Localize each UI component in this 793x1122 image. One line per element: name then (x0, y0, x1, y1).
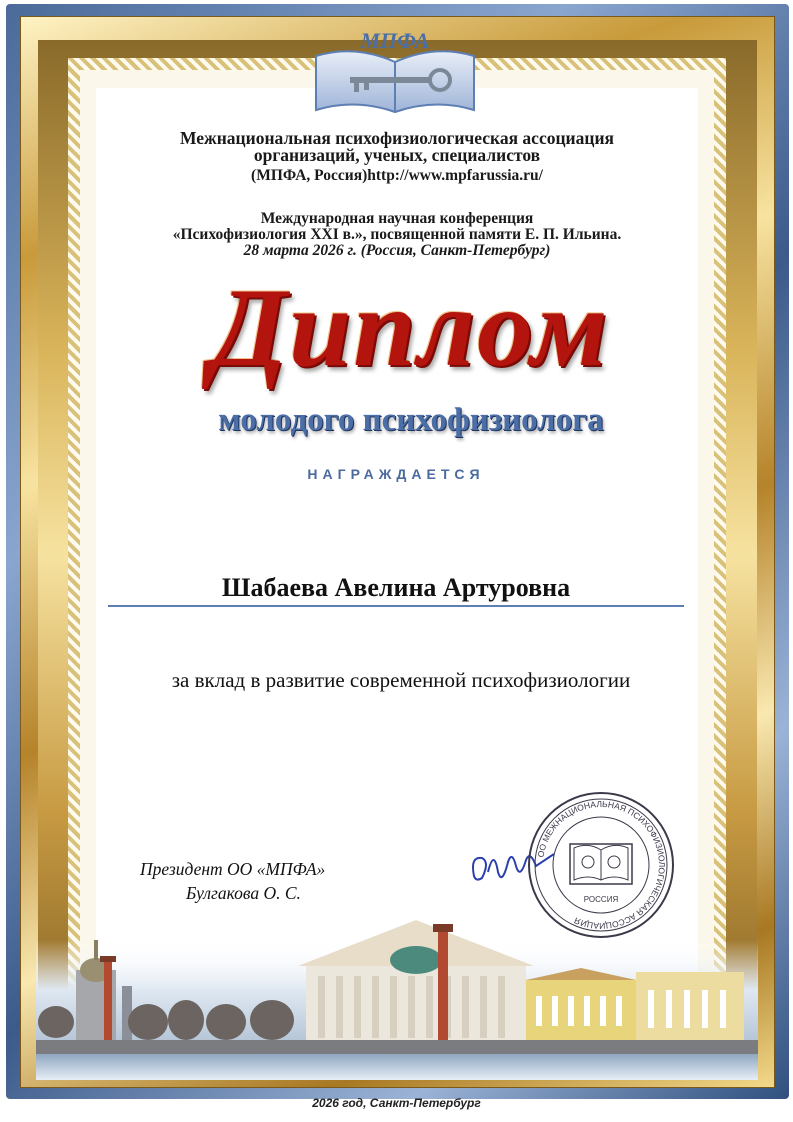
conference-line2: «Психофизиология XXI в.», посвященной памяти Е. П. Ильина. (172, 226, 622, 243)
mpfa-logo (310, 26, 480, 114)
signatory-block (140, 857, 400, 905)
recipient-name: Шабаева Авелина Артуровна (221, 573, 571, 602)
awarded-label: НАГРАЖДАЕТСЯ (307, 466, 485, 482)
organization-name-line2: организаций, ученых, специалистов (253, 145, 541, 165)
conference-line1: Международная научная конференция (260, 210, 534, 227)
recipient-underline (108, 605, 684, 607)
diploma-subtitle: молодого психофизиолога (218, 402, 604, 438)
conference-date: 28 марта 2026 г. (Россия, Санкт-Петербург) (243, 242, 551, 259)
organization-name-line1: Межнациональная психофизиологическая ассоциация (179, 128, 615, 148)
signatory-position: Президент ОО «МПФА» (140, 859, 326, 879)
svg-text:МПФА: МПФА (360, 28, 430, 53)
svg-text:РОССИЯ: РОССИЯ (583, 895, 619, 904)
signatory-name: Булгакова О. С. (186, 883, 301, 903)
award-reason: за вклад в развитие современной психофизиологии (171, 668, 631, 692)
footer-location: 2026 год, Санкт-Петербург (312, 1096, 481, 1110)
diploma-title: Диплом (210, 266, 610, 390)
svg-text:ОО МЕЖНАЦИОНАЛЬНАЯ ПСИХОФИЗИОЛ: ОО МЕЖНАЦИОНАЛЬНАЯ ПСИХОФИЗИОЛОГИЧЕСКАЯ АССОЦИАЦИЯ (535, 798, 668, 932)
organization-url: (МПФА, Россия)http://www.mpfarussia.ru/ (251, 167, 543, 184)
conference-header (96, 211, 698, 259)
organization-header (96, 130, 698, 184)
cityscape-image (36, 900, 758, 1080)
